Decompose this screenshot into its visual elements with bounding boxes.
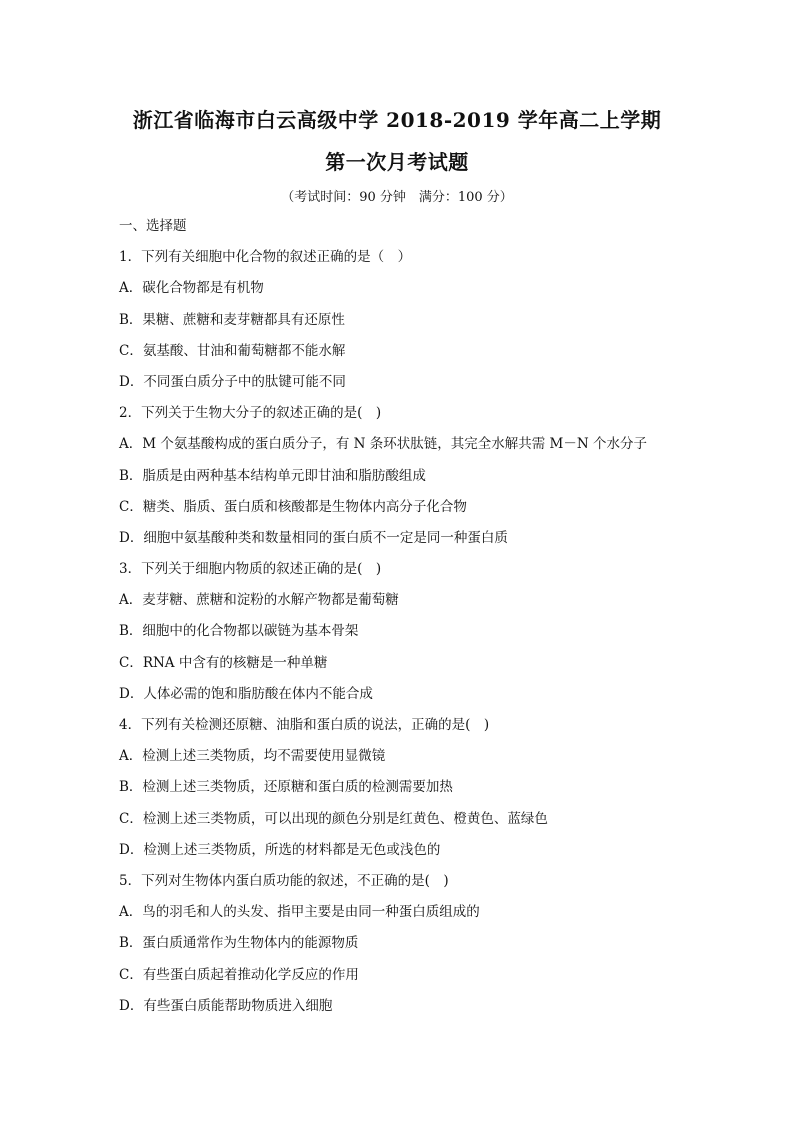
question-stem: 4．下列有关检测还原糖、油脂和蛋白质的说法，正确的是( ) bbox=[119, 717, 490, 733]
section-heading: 一、选择题 bbox=[119, 218, 187, 234]
answer-option: D．人体必需的饱和脂肪酸在体内不能合成 bbox=[119, 685, 373, 702]
answer-option: A．鸟的羽毛和人的头发、指甲主要是由同一种蛋白质组成的 bbox=[119, 904, 480, 921]
answer-option: A．碳化合物都是有机物 bbox=[119, 280, 264, 297]
question-stem: 2．下列关于生物大分子的叙述正确的是( ) bbox=[119, 405, 382, 422]
question-stem: 1．下列有关细胞中化合物的叙述正确的是（ ） bbox=[119, 249, 412, 266]
answer-option: B．果糖、蔗糖和麦芽糖都具有还原性 bbox=[119, 311, 345, 328]
answer-option: A．检测上述三类物质，均不需要使用显微镜 bbox=[119, 748, 386, 765]
answer-option: D．检测上述三类物质，所选的材料都是无色或浅色的 bbox=[119, 841, 441, 858]
answer-option: A．麦芽糖、蔗糖和淀粉的水解产物都是葡萄糖 bbox=[119, 592, 399, 609]
question-stem: 3．下列关于细胞内物质的叙述正确的是( ) bbox=[119, 561, 382, 578]
answer-option: D．不同蛋白质分子中的肽键可能不同 bbox=[119, 373, 346, 390]
answer-option: C．检测上述三类物质，可以出现的颜色分别是红黄色、橙黄色、蓝绿色 bbox=[119, 810, 548, 827]
answer-option: C．RNA 中含有的核糖是一种单糖 bbox=[119, 654, 328, 671]
answer-option: C．有些蛋白质起着推动化学反应的作用 bbox=[119, 966, 359, 983]
answer-option: D．细胞中氨基酸种类和数量相同的蛋白质不一定是同一种蛋白质 bbox=[119, 529, 508, 546]
answer-option: B．脂质是由两种基本结构单元即甘油和脂肪酸组成 bbox=[119, 467, 426, 484]
question-list bbox=[119, 216, 699, 1027]
answer-option: B．检测上述三类物质，还原糖和蛋白质的检测需要加热 bbox=[119, 779, 453, 796]
answer-option: A．M 个氨基酸构成的蛋白质分子，有 N 条环状肽链，其完全水解共需 M－N 个水分子 bbox=[119, 436, 647, 453]
exam-info: （考试时间：90 分钟 满分：100 分） bbox=[281, 190, 513, 205]
answer-option: B．细胞中的化合物都以碳链为基本骨架 bbox=[119, 623, 359, 640]
answer-option: C．糖类、脂质、蛋白质和核酸都是生物体内高分子化合物 bbox=[119, 498, 467, 515]
answer-option: B．蛋白质通常作为生物体内的能源物质 bbox=[119, 935, 359, 952]
page-title-line-1: 浙江省临海市白云高级中学 2018-2019 学年高二上学期 bbox=[132, 108, 662, 132]
answer-option: D．有些蛋白质能帮助物质进入细胞 bbox=[119, 997, 333, 1014]
answer-option: C．氨基酸、甘油和葡萄糖都不能水解 bbox=[119, 342, 346, 359]
question-stem: 5．下列对生物体内蛋白质功能的叙述，不正确的是( ) bbox=[119, 872, 449, 889]
page-title-line-2: 第一次月考试题 bbox=[325, 150, 469, 174]
